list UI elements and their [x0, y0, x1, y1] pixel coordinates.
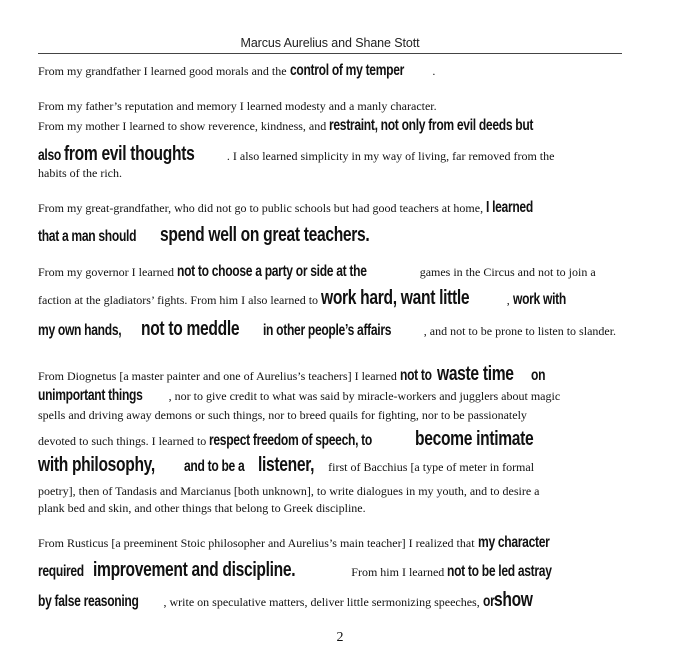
emphasized-run: from evil thoughts	[64, 143, 195, 165]
text-line	[38, 429, 562, 449]
text-line	[38, 200, 543, 216]
running-header: Marcus Aurelius and Shane Stott	[240, 36, 420, 50]
text-run: From my grandfather I learned good morals and the	[38, 64, 290, 78]
emphasized-run: on	[531, 367, 546, 384]
text-line	[38, 144, 554, 164]
text-run: faction at the gladiators’ fights. From him I also learned to	[38, 293, 322, 307]
text-line	[38, 560, 578, 580]
emphasized-run: my character	[477, 534, 550, 551]
text-run: From my great-grandfather, who did not go to public schools but had good teachers at home,	[38, 201, 487, 215]
text-run: From him I learned	[348, 565, 448, 579]
emphasized-run: control of my temper	[289, 62, 404, 79]
text-line	[38, 319, 616, 339]
emphasized-run: waste time	[437, 363, 514, 385]
text-run: From my mother I learned to show reverence, kindness, and	[38, 119, 330, 133]
emphasized-run: with philosophy,	[38, 454, 155, 476]
text-line	[38, 455, 534, 475]
text-run: ,	[506, 293, 513, 307]
text-run: , nor to give credit to what was said by miracle-workers and jugglers about magic	[168, 389, 561, 403]
text-line	[38, 167, 122, 179]
text-line	[38, 388, 560, 404]
emphasized-run: my own hands,	[38, 322, 122, 339]
emphasized-run: work hard, want little	[321, 287, 470, 309]
text-run: poetry], then of Tandasis and Marcianus [both unknown], to write dialogues in my youth, and to desire a	[38, 484, 540, 498]
text-run: spells and driving away demons or such things, nor to breed quails for fighting, nor to be passionately	[38, 408, 527, 422]
emphasized-run: listener,	[257, 454, 314, 476]
emphasized-run: respect freedom of speech, to	[209, 432, 373, 449]
text-run: From my father’s reputation and memory I learned modesty and a manly character.	[38, 99, 437, 113]
text-line	[38, 118, 588, 134]
text-line	[38, 590, 539, 610]
emphasized-run: not to meddle	[141, 318, 240, 340]
emphasized-run: work with	[512, 291, 566, 308]
text-run: From Diognetus [a master painter and one of Aurelius’s teachers] I learned	[38, 369, 400, 383]
emphasized-run: that a man should	[38, 228, 137, 245]
text-run: games in the Circus and not to join a	[416, 265, 596, 279]
text-run: devoted to such things. I learned to	[38, 434, 210, 448]
text-run: plank bed and skin, and other things that belong to Greek discipline.	[38, 501, 366, 515]
text-line	[38, 364, 546, 384]
emphasized-run: unimportant things	[38, 387, 143, 404]
text-line	[38, 288, 577, 308]
text-line	[38, 535, 566, 551]
emphasized-run: by false reasoning	[38, 593, 139, 610]
text-line	[38, 264, 596, 280]
emphasized-run: required	[38, 563, 84, 580]
emphasized-run: not to	[399, 367, 432, 384]
emphasized-run: also	[38, 147, 61, 164]
emphasized-run: spend well on great teachers.	[160, 224, 370, 246]
emphasized-run: improvement and discipline.	[93, 559, 296, 581]
text-run: , write on speculative matters, deliver little sermonizing speeches,	[163, 595, 483, 609]
page-number: 2	[336, 630, 344, 645]
text-line	[38, 409, 527, 421]
text-line	[38, 502, 366, 514]
emphasized-run: in other people’s affairs	[262, 322, 392, 339]
text-run: .	[432, 64, 436, 78]
text-run: From my governor I learned	[38, 265, 177, 279]
header-rule	[38, 53, 622, 54]
text-run: From Rusticus [a preeminent Stoic philosopher and Aurelius’s main teacher] I realized that	[38, 536, 478, 550]
emphasized-run: restraint, not only from evil deeds but	[329, 117, 534, 134]
text-line	[38, 225, 425, 245]
emphasized-run: show	[494, 589, 533, 611]
text-line	[38, 485, 540, 497]
emphasized-run: not to be led astray	[447, 563, 552, 580]
text-line	[38, 100, 437, 112]
text-run: habits of the rich.	[38, 166, 122, 180]
emphasized-run: become intimate	[414, 428, 534, 450]
emphasized-run: not to choose a party or side at the	[176, 263, 367, 280]
text-run: . I also learned simplicity in my way of living, far removed from the	[226, 149, 555, 163]
emphasized-run: and to be a	[183, 458, 244, 475]
emphasized-run: I learned	[486, 199, 534, 216]
text-run: first of Bacchius [a type of meter in formal	[325, 460, 535, 474]
emphasized-run: or	[482, 593, 495, 610]
text-line	[38, 63, 435, 79]
text-run: , and not to be prone to listen to slander.	[423, 324, 617, 338]
